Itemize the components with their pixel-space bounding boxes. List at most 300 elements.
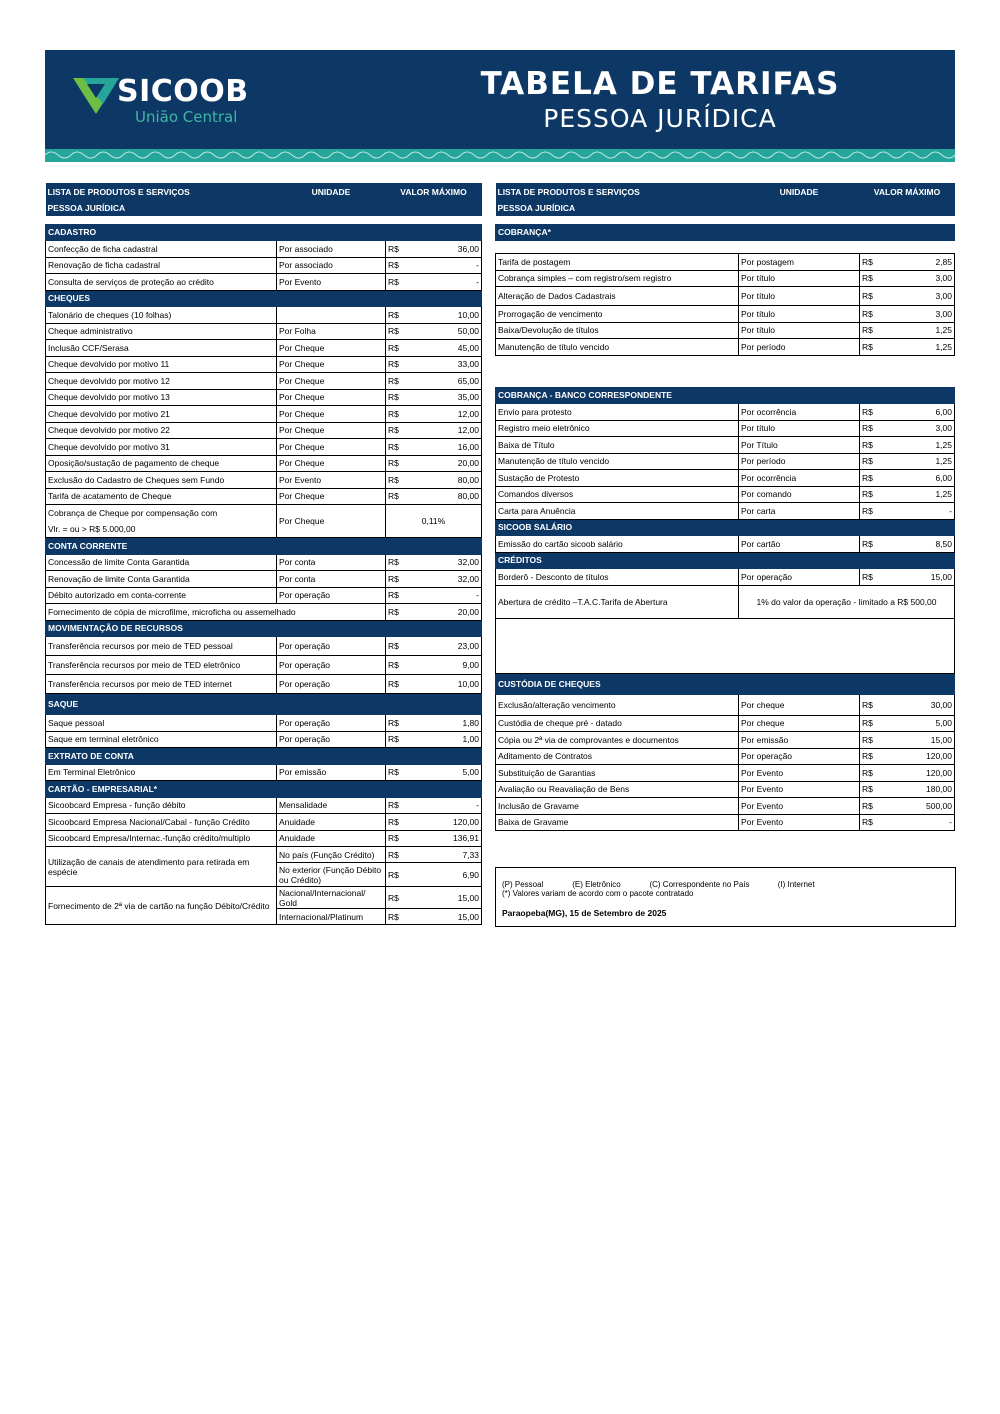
currency: R$ <box>860 287 882 306</box>
table-row <box>46 554 482 571</box>
service-name: Baixa/Devolução de títulos <box>496 322 739 339</box>
service-unit: Internacional/Platinum <box>277 909 386 925</box>
service-name: Carta para Anuência <box>496 503 739 520</box>
table-row <box>496 306 955 323</box>
service-value: - <box>882 503 955 520</box>
service-name: Em Terminal Eletrônico <box>46 764 277 781</box>
service-name: Utilização de canais de atendimento para retirada em espécie <box>46 847 277 887</box>
service-name: Cópia ou 2ª via de comprovantes e documentos <box>496 732 739 749</box>
currency: R$ <box>386 241 408 258</box>
service-unit: Por operação <box>739 748 860 765</box>
service-value: 6,90 <box>408 863 482 887</box>
legend-item: (I) Internet <box>777 880 815 889</box>
service-unit: Por cheque <box>739 694 860 715</box>
table-row <box>46 373 482 390</box>
table-row <box>46 830 482 847</box>
section-header <box>46 748 482 765</box>
service-name: Alteração de Dados Cadastrais <box>496 287 739 306</box>
service-name: Sustação de Protesto <box>496 470 739 487</box>
service-value: 16,00 <box>408 439 482 456</box>
service-unit: Por Cheque <box>277 455 386 472</box>
table-row <box>46 715 482 732</box>
table-row <box>496 437 955 454</box>
table-row <box>496 694 955 715</box>
service-unit: Por postagem <box>739 254 860 271</box>
section-header <box>496 387 955 404</box>
service-unit: Por emissão <box>277 764 386 781</box>
currency: R$ <box>386 675 408 694</box>
service-value: 32,00 <box>408 571 482 588</box>
service-unit: Por período <box>739 339 860 356</box>
currency: R$ <box>860 503 882 520</box>
service-value: 12,00 <box>408 406 482 423</box>
service-value: 1,80 <box>408 715 482 732</box>
service-name: Comandos diversos <box>496 486 739 503</box>
service-value: 180,00 <box>882 781 955 798</box>
service-value: 80,00 <box>408 488 482 505</box>
header-products: LISTA DE PRODUTOS E SERVIÇOS <box>46 183 277 200</box>
service-unit: Por título <box>739 287 860 306</box>
service-unit: Por Evento <box>739 798 860 815</box>
table-row <box>46 847 482 863</box>
section-title: SICOOB SALÁRIO <box>496 519 739 536</box>
section-title: CADASTRO <box>46 224 277 241</box>
service-value: 50,00 <box>408 323 482 340</box>
asterisk-note: (*) Valores variam de acordo com o pacote contratado <box>502 889 694 898</box>
logo-subtitle: União Central <box>135 108 238 126</box>
service-value: 23,00 <box>408 637 482 656</box>
service-unit: Por Evento <box>277 472 386 489</box>
service-unit: Por título <box>739 270 860 287</box>
service-unit: Por Cheque <box>277 389 386 406</box>
service-unit: Por operação <box>277 656 386 675</box>
currency: R$ <box>860 322 882 339</box>
service-name: Confecção de ficha cadastral <box>46 241 277 258</box>
table-row <box>46 764 482 781</box>
section-header <box>496 224 955 241</box>
currency: R$ <box>386 656 408 675</box>
service-name: Prorrogação de vencimento <box>496 306 739 323</box>
service-value: 2,85 <box>882 254 955 271</box>
table-row <box>496 486 955 503</box>
currency: R$ <box>860 694 882 715</box>
table-row <box>496 420 955 437</box>
currency: R$ <box>386 340 408 357</box>
service-name: Sicoobcard Empresa - função débito <box>46 797 277 814</box>
currency: R$ <box>860 306 882 323</box>
table-row <box>496 748 955 765</box>
service-name: Borderô - Desconto de títulos <box>496 569 739 586</box>
service-value: 20,00 <box>408 455 482 472</box>
service-unit: Mensalidade <box>277 797 386 814</box>
service-unit: Por Folha <box>277 323 386 340</box>
section-header <box>46 290 482 307</box>
table-row <box>46 455 482 472</box>
service-value: 500,00 <box>882 798 955 815</box>
currency: R$ <box>386 571 408 588</box>
header-unit: UNIDADE <box>277 183 386 200</box>
service-value: 33,00 <box>408 356 482 373</box>
service-name: Débito autorizado em conta-corrente <box>46 587 277 604</box>
table-row <box>496 536 955 553</box>
service-value: 3,00 <box>882 287 955 306</box>
table-row <box>496 798 955 815</box>
table-row <box>46 675 482 694</box>
table-row <box>46 604 482 621</box>
service-unit: Por título <box>739 306 860 323</box>
table-row <box>46 422 482 439</box>
service-value: 20,00 <box>408 604 482 621</box>
page-title: TABELA DE TARIFAS <box>480 66 840 102</box>
table-row <box>46 323 482 340</box>
service-unit: Por Evento <box>739 814 860 831</box>
legend-item: (P) Pessoal <box>502 880 544 889</box>
service-value: 15,00 <box>882 732 955 749</box>
service-unit: No país (Função Crédito) <box>277 847 386 863</box>
currency: R$ <box>386 814 408 831</box>
service-name: Manutenção de título vencido <box>496 453 739 470</box>
currency: R$ <box>860 732 882 749</box>
currency: R$ <box>386 887 408 909</box>
table-row <box>46 797 482 814</box>
table-row <box>46 731 482 748</box>
table-header <box>46 183 482 200</box>
table-row <box>46 656 482 675</box>
service-name: Cheque devolvido por motivo 31 <box>46 439 277 456</box>
service-value: - <box>408 257 482 274</box>
table-row <box>496 453 955 470</box>
section-header <box>46 620 482 637</box>
currency: R$ <box>860 254 882 271</box>
service-value: 15,00 <box>882 569 955 586</box>
service-unit: Por associado <box>277 257 386 274</box>
table-row <box>46 814 482 831</box>
service-unit: Por operação <box>277 637 386 656</box>
currency: R$ <box>860 420 882 437</box>
currency: R$ <box>386 847 408 863</box>
left-tariff-table <box>45 183 482 925</box>
service-unit: Por título <box>739 420 860 437</box>
service-unit: Por Cheque <box>277 439 386 456</box>
service-value: 12,00 <box>408 422 482 439</box>
table-row <box>496 569 955 586</box>
currency: R$ <box>386 488 408 505</box>
service-value: 35,00 <box>408 389 482 406</box>
place-date: Paraopeba(MG), 15 de Setembro de 2025 <box>502 908 667 918</box>
table-row <box>496 254 955 271</box>
service-unit: Por Evento <box>739 765 860 782</box>
currency: R$ <box>386 439 408 456</box>
table-row <box>496 585 955 618</box>
service-unit: Por associado <box>277 241 386 258</box>
currency: R$ <box>386 422 408 439</box>
service-unit: Por operação <box>277 715 386 732</box>
table-row <box>46 274 482 291</box>
table-header <box>496 183 955 200</box>
currency: R$ <box>386 554 408 571</box>
service-value: 9,00 <box>408 656 482 675</box>
service-name: Concessão de limite Conta Garantida <box>46 554 277 571</box>
service-unit: Por período <box>739 453 860 470</box>
service-value: 120,00 <box>408 814 482 831</box>
service-unit: Por Título <box>739 437 860 454</box>
currency: R$ <box>386 257 408 274</box>
service-name: Tarifa de postagem <box>496 254 739 271</box>
service-unit: Anuidade <box>277 830 386 847</box>
service-value: 30,00 <box>882 694 955 715</box>
section-title: COBRANÇA - BANCO CORRESPONDENTE <box>496 387 739 404</box>
service-unit: Por ocorrência <box>739 404 860 421</box>
currency: R$ <box>386 389 408 406</box>
currency: R$ <box>386 764 408 781</box>
service-unit: Por Cheque <box>277 422 386 439</box>
service-name: Manutenção de título vencido <box>496 339 739 356</box>
section-title: COBRANÇA* <box>496 224 739 241</box>
section-title: SAQUE <box>46 694 277 715</box>
service-value: 1,00 <box>408 731 482 748</box>
service-value: - <box>408 587 482 604</box>
currency: R$ <box>860 814 882 831</box>
currency: R$ <box>860 270 882 287</box>
currency: R$ <box>860 437 882 454</box>
logo-name: SICOOB <box>117 74 249 109</box>
table-row <box>496 270 955 287</box>
table-row <box>496 339 955 356</box>
table-row <box>46 887 482 909</box>
table-row <box>46 356 482 373</box>
section-header <box>46 781 482 798</box>
service-unit: Por Cheque <box>277 373 386 390</box>
page-subtitle: PESSOA JURÍDICA <box>543 104 777 133</box>
header-pj: PESSOA JURÍDICA <box>496 200 955 216</box>
service-name: Oposição/sustação de pagamento de cheque <box>46 455 277 472</box>
service-value: 10,00 <box>408 307 482 324</box>
currency: R$ <box>860 453 882 470</box>
service-name: Baixa de Gravame <box>496 814 739 831</box>
service-name: Sicoobcard Empresa Nacional/Cabal - função Crédito <box>46 814 277 831</box>
service-name: Consulta de serviços de proteção ao crédito <box>46 274 277 291</box>
service-unit: Por operação <box>277 675 386 694</box>
section-header <box>496 673 955 694</box>
notes-box <box>495 867 956 927</box>
currency: R$ <box>386 472 408 489</box>
currency: R$ <box>386 406 408 423</box>
section-header <box>496 552 955 569</box>
service-name: Talonário de cheques (10 folhas) <box>46 307 277 324</box>
currency: R$ <box>860 339 882 356</box>
currency: R$ <box>386 715 408 732</box>
currency: R$ <box>386 863 408 887</box>
currency: R$ <box>860 569 882 586</box>
currency: R$ <box>386 274 408 291</box>
table-row <box>46 241 482 258</box>
service-value: 3,00 <box>882 420 955 437</box>
header-products: LISTA DE PRODUTOS E SERVIÇOS <box>496 183 739 200</box>
service-value: 8,50 <box>882 536 955 553</box>
service-unit: Por conta <box>277 571 386 588</box>
table-row <box>46 637 482 656</box>
service-name: Exclusão do Cadastro de Cheques sem Fundo <box>46 472 277 489</box>
service-value: 1,25 <box>882 453 955 470</box>
section-header <box>46 224 482 241</box>
service-value: 15,00 <box>408 887 482 909</box>
service-name: Exclusão/alteração vencimento <box>496 694 739 715</box>
service-unit: Por Cheque <box>277 340 386 357</box>
service-unit: Por ocorrência <box>739 470 860 487</box>
legend-item: (C) Correspondente no País <box>649 880 750 889</box>
table-row <box>496 814 955 831</box>
service-name: Saque em terminal eletrônico <box>46 731 277 748</box>
service-value: 120,00 <box>882 748 955 765</box>
legend-item: (E) Eletrônico <box>572 880 621 889</box>
table-row <box>496 765 955 782</box>
table-row <box>496 732 955 749</box>
service-value: 45,00 <box>408 340 482 357</box>
service-name: Registro meio eletrônico <box>496 420 739 437</box>
section-title: MOVIMENTAÇÃO DE RECURSOS <box>46 620 277 637</box>
service-value: - <box>408 274 482 291</box>
section-title: CUSTÓDIA DE CHEQUES <box>496 673 739 694</box>
table-row <box>46 439 482 456</box>
header-value: VALOR MÁXIMO <box>386 183 482 200</box>
service-name: Cheque devolvido por motivo 12 <box>46 373 277 390</box>
service-value: 1,25 <box>882 322 955 339</box>
service-name: Cheque devolvido por motivo 21 <box>46 406 277 423</box>
service-unit: Por Cheque <box>277 505 386 538</box>
service-name: Cheque devolvido por motivo 13 <box>46 389 277 406</box>
service-value: 80,00 <box>408 472 482 489</box>
service-name: Saque pessoal <box>46 715 277 732</box>
currency: R$ <box>386 356 408 373</box>
currency: R$ <box>386 307 408 324</box>
header-banner <box>45 50 955 162</box>
header-pj: PESSOA JURÍDICA <box>46 200 482 216</box>
service-unit: Por emissão <box>739 732 860 749</box>
service-value: 3,00 <box>882 270 955 287</box>
service-value: 6,00 <box>882 404 955 421</box>
service-name: Inclusão de Gravame <box>496 798 739 815</box>
currency: R$ <box>860 715 882 732</box>
service-value: 0,11% <box>386 505 482 538</box>
table-row <box>46 389 482 406</box>
service-name: Cobrança de Cheque por compensação com Vlr. = ou > R$ 5.000,00 <box>46 505 277 538</box>
table-row <box>46 406 482 423</box>
service-name: Baixa de Título <box>496 437 739 454</box>
service-value: 7,33 <box>408 847 482 863</box>
service-unit: Anuidade <box>277 814 386 831</box>
currency: R$ <box>386 731 408 748</box>
service-value: 6,00 <box>882 470 955 487</box>
currency: R$ <box>386 637 408 656</box>
service-name: Fornecimento de cópia de microfilme, microficha ou assemelhado <box>46 604 386 621</box>
service-value: 1% do valor da operação - limitado a R$ 500,00 <box>739 585 955 618</box>
service-value: 5,00 <box>882 715 955 732</box>
currency: R$ <box>860 486 882 503</box>
table-row <box>496 322 955 339</box>
service-name: Emissão do cartão sicoob salário <box>496 536 739 553</box>
table-row <box>46 472 482 489</box>
currency: R$ <box>386 909 408 925</box>
section-header <box>46 538 482 555</box>
service-name: Substituição de Garantias <box>496 765 739 782</box>
service-unit: Nacional/Internacional/ Gold <box>277 887 386 909</box>
service-name: Envio para protesto <box>496 404 739 421</box>
currency: R$ <box>860 798 882 815</box>
service-value: 120,00 <box>882 765 955 782</box>
right-tariff-table <box>495 183 955 831</box>
service-unit: Por operação <box>277 731 386 748</box>
table-header-sub <box>46 200 482 216</box>
currency: R$ <box>386 604 408 621</box>
service-name: Transferência recursos por meio de TED internet <box>46 675 277 694</box>
service-name: Avaliação ou Reavaliação de Bens <box>496 781 739 798</box>
currency: R$ <box>860 404 882 421</box>
service-name: Tarifa de acatamento de Cheque <box>46 488 277 505</box>
service-name: Fornecimento de 2ª via de cartão na função Débito/Crédito <box>46 887 277 925</box>
service-unit: Por Evento <box>739 781 860 798</box>
service-name: Transferência recursos por meio de TED pessoal <box>46 637 277 656</box>
currency: R$ <box>386 323 408 340</box>
service-name: Inclusão CCF/Serasa <box>46 340 277 357</box>
table-row <box>496 470 955 487</box>
currency: R$ <box>860 470 882 487</box>
service-name: Aditamento de Contratos <box>496 748 739 765</box>
empty-box <box>496 618 955 673</box>
table-row <box>496 715 955 732</box>
service-value: 32,00 <box>408 554 482 571</box>
currency: R$ <box>860 781 882 798</box>
table-row <box>496 781 955 798</box>
service-name: Renovação de limite Conta Garantida <box>46 571 277 588</box>
table-row <box>46 307 482 324</box>
service-name: Cheque devolvido por motivo 22 <box>46 422 277 439</box>
service-name: Cheque devolvido por motivo 11 <box>46 356 277 373</box>
wave-decoration <box>45 149 955 162</box>
service-unit: Por Evento <box>277 274 386 291</box>
currency: R$ <box>386 373 408 390</box>
service-unit: Por Cheque <box>277 406 386 423</box>
table-row <box>46 340 482 357</box>
service-value: - <box>408 797 482 814</box>
service-name: Cheque administrativo <box>46 323 277 340</box>
table-row <box>496 404 955 421</box>
service-value: 15,00 <box>408 909 482 925</box>
service-value: 136,91 <box>408 830 482 847</box>
header-unit: UNIDADE <box>739 183 860 200</box>
service-name: Abertura de crédito –T.A.C.Tarifa de Abertura <box>496 585 739 618</box>
service-unit: Por Cheque <box>277 356 386 373</box>
section-header <box>496 519 955 536</box>
service-name: Renovação de ficha cadastral <box>46 257 277 274</box>
service-unit <box>277 307 386 324</box>
table-row <box>46 571 482 588</box>
currency: R$ <box>386 455 408 472</box>
service-name: Cobrança simples – com registro/sem registro <box>496 270 739 287</box>
service-value: 5,00 <box>408 764 482 781</box>
service-unit: Por Cheque <box>277 488 386 505</box>
service-value: 36,00 <box>408 241 482 258</box>
table-row <box>46 257 482 274</box>
service-value: 1,25 <box>882 486 955 503</box>
service-unit: Por título <box>739 322 860 339</box>
service-unit: Por cheque <box>739 715 860 732</box>
section-title: CRÉDITOS <box>496 552 739 569</box>
service-name: Custódia de cheque pré - datado <box>496 715 739 732</box>
service-value: 1,25 <box>882 339 955 356</box>
currency: R$ <box>860 536 882 553</box>
section-title: EXTRATO DE CONTA <box>46 748 277 765</box>
table-row <box>496 503 955 520</box>
